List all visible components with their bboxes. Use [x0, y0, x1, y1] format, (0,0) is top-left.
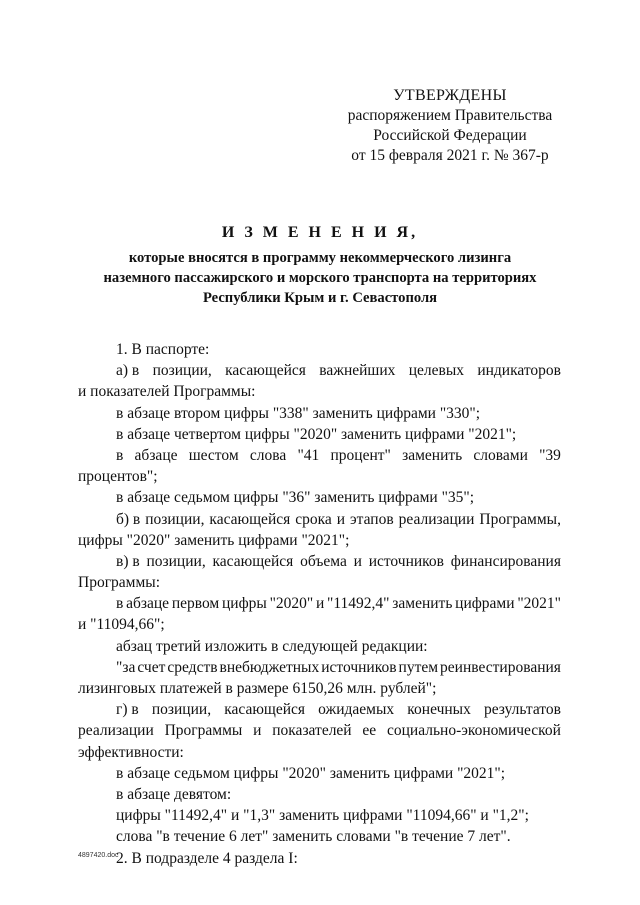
quoted-text-line: [78, 657, 561, 678]
word: позиции,: [151, 701, 212, 719]
word: "11492,4": [327, 595, 390, 613]
word: социально-экономической: [387, 722, 561, 740]
word: источников: [321, 658, 397, 676]
subtitle-line-1: которые вносятся в программу некоммерческого лизинга: [128, 250, 512, 266]
word: а) в: [116, 362, 140, 380]
word: первом: [171, 595, 220, 613]
word: источников: [368, 552, 444, 570]
word: "за: [116, 658, 136, 676]
word: "41: [297, 446, 320, 464]
approval-stamp: УТВЕРЖДЕНЫ: [393, 87, 507, 104]
document-body: [78, 339, 561, 869]
text-line: цифры "2020" заменить цифрами "2021";: [78, 531, 350, 549]
word: объема: [300, 552, 347, 570]
word: целевых: [408, 362, 464, 380]
word: Программы: [164, 722, 243, 740]
text-line: в абзаце седьмом цифры "36" заменить цифрами "35";: [116, 489, 475, 507]
word: индикаторов: [477, 362, 561, 380]
word: шестом: [188, 446, 239, 464]
document-title: И З М Е Н Е Н И Я,: [221, 224, 419, 241]
approval-line-1: распоряжением Правительства: [347, 107, 553, 124]
document-subtitle: [80, 248, 560, 308]
word: показателей: [272, 722, 352, 740]
word: важнейших: [319, 362, 396, 380]
item-g-line: [78, 699, 561, 720]
word: Программы,: [479, 510, 561, 528]
word: "2020": [269, 595, 314, 613]
word: позиции,: [146, 552, 206, 570]
text-line: [78, 593, 561, 614]
word: конечных: [407, 701, 471, 719]
word: заменить: [392, 595, 453, 613]
item-a-line: [78, 360, 561, 381]
word: касающейся: [209, 510, 291, 528]
word: словами: [473, 446, 528, 464]
item-v-line: [78, 551, 561, 572]
word: позиции,: [152, 362, 212, 380]
word: этапов: [350, 510, 394, 528]
word: "39: [539, 446, 561, 464]
word: реализации: [398, 510, 475, 528]
text-line: в абзаце девятом:: [116, 785, 232, 803]
word: внебюджетных: [219, 658, 320, 676]
section-2-heading: 2. В подразделе 4 раздела I:: [116, 849, 298, 867]
word: ожидаемых: [318, 701, 395, 719]
word: б) в: [116, 510, 141, 528]
word: и: [253, 722, 262, 740]
word: и: [315, 595, 325, 613]
word: средств: [167, 658, 218, 676]
item-a-continuation: и показателей Программы:: [78, 383, 256, 401]
item-b-line: [78, 509, 561, 530]
word: цифры: [221, 595, 267, 613]
text-line: [78, 445, 561, 466]
text-line: цифры "11492,4" и "1,3" заменить цифрами "11094,66" и "1,2";: [116, 807, 529, 825]
word: в: [116, 446, 124, 464]
text-line: [78, 720, 561, 741]
text-line: Программы:: [78, 574, 161, 592]
approval-line-3: от 15 февраля 2021 г. № 367-р: [351, 147, 549, 164]
word: заменить: [402, 446, 463, 464]
word: "2021": [517, 595, 561, 613]
word: реализации: [78, 722, 154, 740]
approval-line-2: Российской Федерации: [373, 127, 527, 144]
word: срока: [295, 510, 332, 528]
subtitle-line-2: наземного пассажирского и морского транспорта на территориях: [103, 270, 537, 286]
word: касающейся: [225, 362, 306, 380]
word: и: [336, 510, 346, 528]
quoted-text-line: лизинговых платежей в размере 6150,26 млн. рублей";: [78, 680, 437, 697]
word: г) в: [116, 701, 139, 719]
word: слова: [249, 446, 287, 464]
word: путем: [398, 658, 439, 676]
text-line: в абзаце седьмом цифры "2020" заменить цифрами "2021";: [116, 764, 506, 782]
text-line: процентов";: [78, 468, 158, 486]
text-line: эффективности:: [78, 743, 184, 761]
word: в: [116, 595, 124, 613]
word: результатов: [483, 701, 561, 719]
word: абзаце: [134, 446, 178, 464]
word: в) в: [116, 552, 140, 570]
word: и: [353, 552, 362, 570]
document-id: 4897420.doc: [78, 852, 119, 859]
word: финансирования: [450, 552, 561, 570]
word: ее: [362, 722, 377, 740]
section-1-heading: 1. В паспорте:: [116, 341, 210, 358]
approval-block: [330, 86, 570, 166]
text-line: абзац третий изложить в следующей редакции:: [116, 637, 428, 655]
text-line: в абзаце четвертом цифры "2020" заменить цифрами "2021";: [116, 425, 517, 443]
word: счет: [137, 658, 166, 676]
word: касающейся: [212, 552, 294, 570]
text-line: слова "в течение 6 лет" заменить словами "в течение 7 лет".: [116, 828, 511, 846]
subtitle-line-3: Республики Крым и г. Севастополя: [202, 290, 438, 306]
text-line: и "11094,66";: [78, 616, 165, 634]
text-line: в абзаце втором цифры "338" заменить цифрами "330";: [116, 404, 481, 422]
word: абзаце: [126, 595, 170, 613]
word: позиции,: [145, 510, 205, 528]
word: цифрами: [455, 595, 515, 613]
word: процент": [330, 446, 391, 464]
word: реинвестирования: [440, 658, 561, 676]
word: касающейся: [224, 701, 306, 719]
